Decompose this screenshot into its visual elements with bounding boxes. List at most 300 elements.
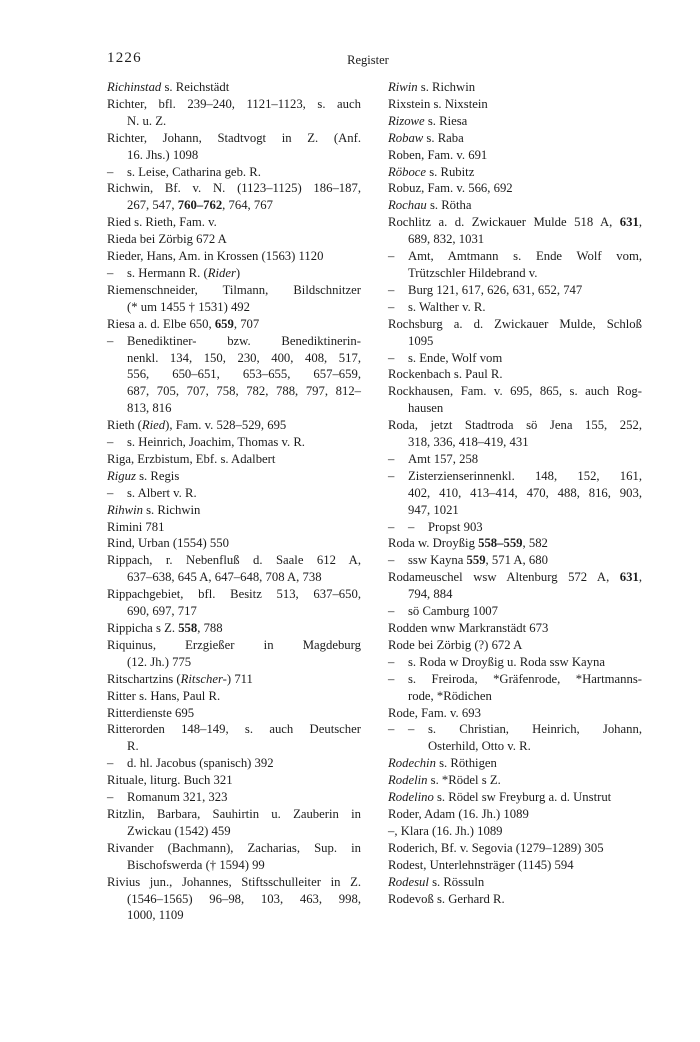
entry-text: ssw Kayna (408, 553, 467, 568)
index-entry (388, 823, 642, 840)
entry-text: 637–638, 645 A, 647–648, 708 A, 738 (127, 570, 322, 585)
entry-text: Rimini 781 (107, 519, 165, 534)
index-entry (107, 130, 361, 164)
index-line (107, 383, 361, 400)
index-line (388, 705, 642, 722)
index-line (388, 654, 642, 671)
entry-text: Rodest, Unterlehnsträger (1145) 594 (388, 857, 574, 872)
entry-text: 687, 705, 707, 758, 782, 788, 797, 812– (127, 384, 361, 399)
index-entry (107, 755, 361, 772)
entry-text: 267, 547, (127, 198, 178, 213)
index-entry (388, 620, 642, 637)
entry-text: , 764, 767 (222, 198, 273, 213)
index-entry (107, 552, 361, 586)
subentry-dash: – (388, 249, 395, 264)
entry-text: Benediktiner- bzw. Benediktinerin- (127, 333, 361, 348)
entry-text: s. *Rödel s Z. (427, 773, 501, 788)
entry-text: s. Rössuln (428, 874, 485, 889)
index-line (388, 620, 642, 637)
entry-text: s. Rötha (426, 198, 472, 213)
index-entry (388, 806, 642, 823)
subentry-dash: – (107, 333, 114, 348)
index-line (107, 265, 361, 282)
index-line (107, 316, 361, 333)
index-entry (388, 79, 642, 96)
subentry-dash: – (388, 468, 395, 483)
index-line (388, 366, 642, 383)
index-entry (107, 333, 361, 418)
entry-text: Ritzlin, Barbara, Sauhirtin u. Zauberin in (107, 806, 361, 821)
entry-text: s. Hermann R. ( (127, 265, 208, 280)
entry-text: Rochsburg a. d. Zwickauer Mulde, Schloß (388, 316, 642, 331)
entry-text: nenkl. 134, 150, 230, 400, 408, 517, (127, 350, 361, 365)
entry-text: (1546–1565) 96–98, 103, 463, 998, (127, 891, 361, 906)
subentry-dash: – (388, 451, 395, 466)
index-line (388, 772, 642, 789)
index-entry (388, 282, 642, 299)
index-line (107, 180, 361, 197)
index-line (388, 197, 642, 214)
index-entry (388, 214, 642, 248)
entry-text: ), Fam. v. 528–529, 695 (165, 418, 287, 433)
index-line (107, 214, 361, 231)
entry-text: Richter, bfl. 239–240, 1121–1123, s. auch (107, 96, 361, 111)
index-line (107, 147, 361, 164)
index-entry (388, 248, 642, 282)
bold-page-ref: 659 (214, 316, 234, 331)
index-entry (107, 535, 361, 552)
index-line (107, 637, 361, 654)
index-entry (388, 755, 642, 772)
entry-text: Rituale, liturg. Buch 321 (107, 773, 233, 788)
index-line (107, 485, 361, 502)
index-line (107, 333, 361, 350)
index-entry (107, 265, 361, 282)
entry-text: 16. Jhs.) 1098 (127, 147, 199, 162)
entry-text: Rode bei Zörbig (?) 672 A (388, 637, 523, 652)
index-line (388, 738, 642, 755)
index-line (388, 231, 642, 248)
entry-text: Rochlitz a. d. Zwickauer Mulde 518 A, (388, 215, 620, 230)
entry-text: d. hl. Jacobus (spanisch) 392 (127, 756, 274, 771)
index-entry (388, 180, 642, 197)
index-line (388, 383, 642, 400)
index-line (388, 299, 642, 316)
index-line (107, 519, 361, 536)
index-entry (388, 705, 642, 722)
index-entry (107, 586, 361, 620)
entry-text: R. (127, 739, 139, 754)
entry-text: 794, 884 (408, 587, 453, 602)
index-line (107, 654, 361, 671)
subentry-dash: – (388, 519, 395, 534)
index-entry (388, 874, 642, 891)
index-line (107, 79, 361, 96)
entry-text: Amt, Amtmann s. Ende Wolf vom, (408, 249, 642, 264)
bold-page-ref: 760–762 (177, 198, 223, 213)
index-entry (107, 214, 361, 231)
index-line (107, 891, 361, 908)
entry-text: Osterhild, Otto v. R. (428, 739, 531, 754)
entry-text: Ritschartzins ( (107, 671, 181, 686)
running-title: Register (347, 53, 389, 67)
entry-text: Riquinus, Erzgießer in Magdeburg (107, 637, 361, 652)
historic-name: Rodechin (388, 756, 436, 771)
entry-text: s. Röthigen (435, 756, 497, 771)
index-line (107, 164, 361, 181)
historic-name: Ried (141, 418, 166, 433)
entry-text: s. Albert v. R. (127, 485, 197, 500)
entry-text: , 571 A, 680 (485, 553, 548, 568)
index-entry (107, 417, 361, 434)
index-entry (107, 637, 361, 671)
entry-text: Rodden wnw Markranstädt 673 (388, 621, 549, 635)
index-line (388, 502, 642, 519)
index-entry (388, 721, 642, 755)
index-line (107, 755, 361, 772)
entry-text: Rind, Urban (1554) 550 (107, 536, 229, 551)
entry-text: Rivander (Bachmann), Zacharias, Sup. in (107, 840, 361, 855)
index-line (107, 823, 361, 840)
historic-name: Riguz (107, 468, 136, 483)
index-entry (107, 620, 361, 637)
index-line (388, 316, 642, 333)
index-entry (107, 688, 361, 705)
subentry-dash: – (107, 435, 114, 450)
index-entry (388, 654, 642, 671)
entry-text: 690, 697, 717 (127, 604, 197, 619)
index-entry (107, 485, 361, 502)
index-entry (107, 164, 361, 181)
entry-text: Trützschler Hildebrand v. (408, 265, 538, 280)
index-line (388, 485, 642, 502)
entry-text: Rodevoß s. Gerhard R. (388, 891, 505, 906)
entry-text: s. Richwin (417, 80, 476, 94)
index-entry (388, 891, 642, 908)
index-entry (107, 79, 361, 96)
index-entry (388, 130, 642, 147)
index-entry (388, 96, 642, 113)
entry-text: (12. Jh.) 775 (127, 654, 192, 669)
index-entry (388, 383, 642, 417)
historic-name: Röboce (388, 164, 427, 179)
index-line (388, 400, 642, 417)
page-number: 1226 (107, 50, 142, 66)
entry-text: Rockhausen, Fam. v. 695, 865, s. auch Rog- (388, 384, 642, 399)
entry-text: sö Camburg 1007 (408, 604, 498, 619)
index-line (388, 164, 642, 181)
historic-name: Ritscher- (180, 671, 227, 686)
subentry-dash: – (107, 164, 114, 179)
index-line (388, 874, 642, 891)
index-line (107, 130, 361, 147)
index-line (107, 248, 361, 265)
entry-text: Rippach, r. Nebenfluß d. Saale 612 A, (107, 553, 361, 568)
subentry-dash: – (388, 553, 395, 568)
entry-text: s. Ende, Wolf vom (408, 350, 503, 365)
index-line (107, 688, 361, 705)
index-entry (107, 806, 361, 840)
subentry-dash: – (107, 756, 114, 771)
index-column-left (107, 79, 361, 924)
entry-text: Bischofswerda († 1594) 99 (127, 857, 265, 872)
subentry-dash: – (388, 350, 395, 365)
index-line (388, 79, 642, 96)
subentry-dash: – (408, 722, 415, 737)
index-line (388, 823, 642, 840)
entry-text: Rieder, Hans, Am. in Krossen (1563) 1120 (107, 249, 324, 264)
entry-text: 1000, 1109 (127, 908, 184, 923)
index-line (107, 907, 361, 924)
index-line (388, 840, 642, 857)
index-line (388, 857, 642, 874)
index-line (388, 688, 642, 705)
entry-text: s. Rubitz (426, 164, 475, 179)
entry-text: , 788 (197, 621, 223, 635)
historic-name: Rodelin (388, 773, 428, 788)
bold-page-ref: 559 (466, 553, 486, 568)
historic-name: Rider (207, 265, 236, 280)
index-line (107, 840, 361, 857)
historic-name: Rizowe (388, 113, 425, 128)
bold-page-ref: 631 (619, 215, 639, 230)
index-line (388, 130, 642, 147)
index-entry (107, 721, 361, 755)
index-line (388, 755, 642, 772)
index-line (388, 586, 642, 603)
index-line (388, 265, 642, 282)
index-entry (388, 451, 642, 468)
entry-text: s. Richwin (142, 502, 201, 517)
entry-text: 1095 (408, 333, 434, 348)
index-line (388, 721, 642, 738)
entry-text: Riesa a. d. Elbe 650, (107, 316, 215, 331)
index-line (388, 180, 642, 197)
index-line (388, 451, 642, 468)
entry-text: Amt 157, 258 (408, 451, 479, 466)
entry-text: rode, *Rödichen (408, 688, 492, 703)
index-line (107, 282, 361, 299)
index-entry (388, 417, 642, 451)
subentry-dash: – (107, 485, 114, 500)
entry-text: (* um 1455 † 1531) 492 (127, 299, 250, 314)
index-line (388, 637, 642, 654)
index-line (388, 891, 642, 908)
index-entry (107, 248, 361, 265)
entry-text: 813, 816 (127, 401, 172, 416)
index-entry (107, 96, 361, 130)
index-line (107, 738, 361, 755)
index-entry (107, 316, 361, 333)
historic-name: Rochau (388, 198, 427, 213)
index-line (388, 603, 642, 620)
index-line (388, 113, 642, 130)
index-entry (388, 164, 642, 181)
entry-text: Rieth ( (107, 418, 142, 433)
index-line (388, 671, 642, 688)
subentry-dash: – (388, 671, 395, 686)
bold-page-ref: 558–559 (478, 536, 523, 551)
entry-text: s. Freiroda, *Gräfenrode, *Hartmanns- (408, 671, 642, 686)
index-entry (107, 451, 361, 468)
entry-text: 402, 410, 413–414, 470, 488, 816, 903, (408, 485, 642, 500)
index-line (107, 789, 361, 806)
index-line (107, 721, 361, 738)
index-line (107, 552, 361, 569)
index-line (107, 874, 361, 891)
index-entry (107, 231, 361, 248)
entry-text: Burg 121, 617, 626, 631, 652, 747 (408, 282, 583, 297)
entry-text: , (638, 215, 642, 230)
index-entry (388, 772, 642, 789)
index-line (107, 502, 361, 519)
index-entry (388, 197, 642, 214)
subentry-dash: – (388, 654, 395, 669)
entry-text: ) (235, 265, 241, 280)
index-line (107, 603, 361, 620)
entry-text: Ritter s. Hans, Paul R. (107, 688, 221, 703)
index-line (388, 535, 642, 552)
entry-text: Rodameuschel wsw Altenburg 572 A, (388, 570, 620, 585)
entry-text: Richwin, Bf. v. N. (1123–1125) 186–187, (107, 181, 361, 196)
index-line (107, 231, 361, 248)
index-entry (107, 434, 361, 451)
index-line (388, 333, 642, 350)
index-entry (107, 671, 361, 688)
historic-name: Rodelino (388, 790, 434, 805)
index-entry (388, 299, 642, 316)
index-entry (388, 113, 642, 130)
entry-text: , 707 (233, 316, 260, 331)
index-entry (388, 468, 642, 519)
entry-text: Ritterorden 148–149, s. auch Deutscher (107, 722, 361, 737)
subentry-dash: – (408, 519, 415, 534)
index-line (388, 350, 642, 367)
subentry-dash: – (107, 265, 114, 280)
index-line (388, 519, 642, 536)
subentry-dash: – (107, 790, 114, 805)
index-entry (388, 840, 642, 857)
index-entry (388, 350, 642, 367)
entry-text: ) 711 (226, 671, 253, 686)
index-entry (107, 282, 361, 316)
entry-text: Robuz, Fam. v. 566, 692 (388, 181, 513, 196)
entry-text: Romanum 321, 323 (127, 790, 228, 805)
index-line (388, 214, 642, 231)
entry-text: Rode, Fam. v. 693 (388, 705, 481, 720)
entry-text: , 582 (522, 536, 548, 551)
entry-text: s. Raba (423, 130, 464, 145)
historic-name: Rihwin (107, 502, 143, 517)
index-line (388, 147, 642, 164)
entry-text: Zisterzienserinnenkl. 148, 152, 161, (408, 468, 642, 483)
index-entry (107, 180, 361, 214)
entry-text: Ried s. Rieth, Fam. v. (107, 215, 217, 230)
index-line (107, 772, 361, 789)
index-line (388, 789, 642, 806)
index-line (107, 586, 361, 603)
index-line (107, 705, 361, 722)
index-line (388, 96, 642, 113)
index-entry (388, 857, 642, 874)
historic-name: Riwin (388, 80, 418, 94)
index-entry (107, 705, 361, 722)
entry-text: Zwickau (1542) 459 (127, 823, 231, 838)
index-line (107, 400, 361, 417)
index-line (107, 350, 361, 367)
entry-text: 689, 832, 1031 (408, 232, 485, 247)
index-line (107, 96, 361, 113)
entry-text: Rippachgebiet, bfl. Besitz 513, 637–650, (107, 587, 361, 602)
entry-text: Riga, Erzbistum, Ebf. s. Adalbert (107, 451, 276, 466)
index-entry (107, 502, 361, 519)
entry-text: 318, 336, 418–419, 431 (408, 435, 529, 450)
index-line (388, 417, 642, 434)
entry-text: s. Heinrich, Joachim, Thomas v. R. (127, 435, 305, 450)
index-entry (388, 569, 642, 603)
subentry-dash: – (388, 282, 395, 297)
index-line (107, 197, 361, 214)
entry-text: s. Riesa (424, 113, 468, 128)
index-line (107, 451, 361, 468)
entry-text: Rippicha s Z. (107, 621, 179, 635)
index-line (107, 857, 361, 874)
index-line (388, 282, 642, 299)
index-line (107, 417, 361, 434)
bold-page-ref: 558 (178, 621, 198, 635)
index-entry (388, 316, 642, 350)
historic-name: Rodesul (388, 874, 429, 889)
entry-text: Roda, jetzt Stadtroda sö Jena 155, 252, (388, 418, 642, 433)
entry-text: Propst 903 (428, 519, 483, 534)
index-entry (107, 468, 361, 485)
entry-text: 947, 1021 (408, 502, 459, 517)
index-line (107, 620, 361, 637)
historic-name: Richinstad (107, 80, 162, 94)
entry-text: s. Leise, Catharina geb. R. (127, 164, 261, 179)
entry-text: Richter, Johann, Stadtvogt in Z. (Anf. (107, 130, 361, 145)
index-entry (388, 637, 642, 654)
index-line (388, 569, 642, 586)
index-line (388, 248, 642, 265)
entry-text: Rockenbach s. Paul R. (388, 367, 503, 382)
historic-name: Robaw (388, 130, 424, 145)
index-line (107, 535, 361, 552)
index-entry (107, 772, 361, 789)
index-entry (388, 603, 642, 620)
entry-text: Rivius jun., Johannes, Stiftsschulleiter in Z. (107, 874, 361, 889)
subentry-dash: – (388, 604, 395, 619)
index-entry (388, 789, 642, 806)
entry-text: s. Rödel sw Freyburg a. d. Unstrut (433, 790, 612, 805)
index-entry (388, 147, 642, 164)
index-entry (388, 366, 642, 383)
entry-text: Rixstein s. Nixstein (388, 96, 488, 111)
subentry-dash: – (388, 299, 395, 314)
index-entry (107, 874, 361, 925)
index-line (107, 113, 361, 130)
entry-text: N. u. Z. (127, 113, 167, 128)
index-line (107, 671, 361, 688)
entry-text: s. Reichstädt (161, 80, 230, 94)
index-entry (107, 519, 361, 536)
index-entry (388, 552, 642, 569)
index-entry (388, 535, 642, 552)
entry-text: Roder, Adam (16. Jh.) 1089 (388, 806, 529, 821)
index-line (107, 434, 361, 451)
entry-text: –, Klara (16. Jh.) 1089 (388, 823, 503, 838)
index-line (107, 299, 361, 316)
